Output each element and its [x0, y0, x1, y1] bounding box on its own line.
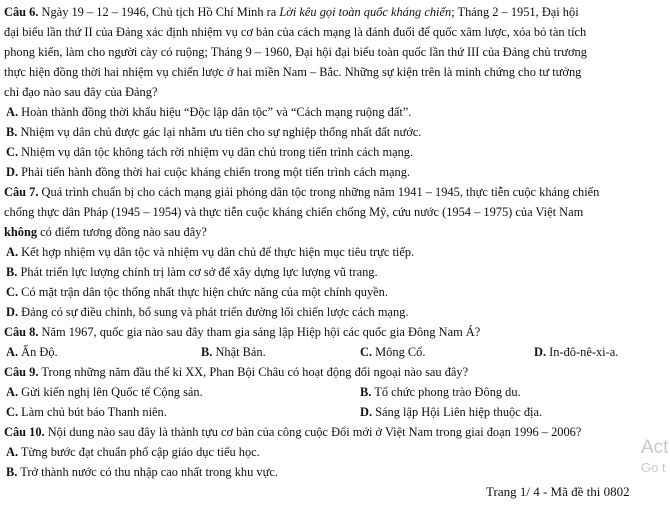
- option-text: Kết hợp nhiệm vụ dân tộc và nhiệm vụ dân chủ để thực hiện mục tiêu trực tiếp.: [21, 245, 415, 259]
- q9-option-d[interactable]: [360, 402, 542, 422]
- q9-option-a[interactable]: [6, 382, 203, 402]
- option-text: Đảng có sự điều chỉnh, bổ sung và phát triển đường lối chiến lược cách mạng.: [21, 305, 409, 319]
- q9-options-row-1: [4, 382, 664, 402]
- q6-option-c[interactable]: [4, 142, 664, 162]
- option-text: Tổ chức phong trào Đông du.: [374, 385, 521, 399]
- option-key: D.: [360, 405, 373, 419]
- option-key: A.: [6, 105, 19, 119]
- q8-text: Năm 1967, quốc gia nào sau đây tham gia sáng lập Hiệp hội các quốc gia Đông Nam Á?: [41, 325, 481, 339]
- option-key: B.: [6, 125, 18, 139]
- q9-line-1: [4, 362, 664, 382]
- q7-negation: không: [4, 225, 38, 239]
- q7-option-b[interactable]: [4, 262, 664, 282]
- option-text: Từng bước đạt chuẩn phổ cập giáo dục tiểu học.: [20, 445, 260, 459]
- option-text: Phát triển lực lượng chính trị làm cơ sở để xây dựng lực lượng vũ trang.: [20, 265, 378, 279]
- q9-text: Trong những năm đầu thế kỉ XX, Phan Bội Châu có hoạt động đối ngoại nào sau đây?: [41, 365, 469, 379]
- option-key: D.: [6, 305, 19, 319]
- option-text: Phải tiến hành đồng thời hai cuộc kháng chiến trong một tiến trình cách mạng.: [21, 165, 411, 179]
- option-key: A.: [6, 445, 19, 459]
- option-key: C.: [6, 405, 19, 419]
- q10-option-a[interactable]: [4, 442, 664, 462]
- q6-option-b[interactable]: [4, 122, 664, 142]
- q7-line-1: [4, 182, 664, 202]
- q10-text: Nội dung nào sau đây là thành tựu cơ bản của công cuộc Đổi mới ở Việt Nam trong giai đoạn 1996 – 2006?: [47, 425, 582, 439]
- exam-page: [4, 2, 664, 482]
- q9-option-b[interactable]: [360, 382, 521, 402]
- q6-text-part1: Ngày 19 – 12 – 1946, Chủ tịch Hồ Chí Minh ra: [41, 5, 277, 19]
- option-text: Gửi kiến nghị lên Quốc tế Cộng sản.: [21, 385, 203, 399]
- option-key: C.: [360, 345, 373, 359]
- q6-number: Câu 6.: [4, 5, 39, 19]
- q6-line-4: thực hiện đồng thời hai nhiệm vụ chiến lược ở hai miền Nam – Bắc. Những sự kiện trên là minh chứng cho tư tưởng: [4, 65, 582, 79]
- q9-option-c[interactable]: [6, 402, 167, 422]
- option-text: Nhiệm vụ dân tộc không tách rời nhiệm vụ dân chủ trong tiến trình cách mạng.: [21, 145, 414, 159]
- q8-option-a[interactable]: [6, 342, 58, 362]
- q9-options-row-2: [4, 402, 664, 422]
- q8-option-c[interactable]: [360, 342, 425, 362]
- watermark-line-2: Go t: [641, 460, 666, 475]
- q6-line-1: [4, 2, 664, 22]
- q7-text-end: có điểm tương đồng nào sau đây?: [37, 225, 207, 239]
- q6-option-a[interactable]: [4, 102, 664, 122]
- q8-option-d[interactable]: [534, 342, 618, 362]
- q7-option-d[interactable]: [4, 302, 664, 322]
- q6-line-2: đại biểu lần thứ II của Đảng xác định nhiệm vụ cơ bản của cách mạng là đánh đuổi để quốc xâm lược, xóa bỏ tàn tích: [4, 25, 587, 39]
- q7-number: Câu 7.: [4, 185, 39, 199]
- option-text: Nhật Bản.: [215, 345, 266, 359]
- q8-option-b[interactable]: [201, 342, 266, 362]
- q7-line-2: chống thực dân Pháp (1945 – 1954) và thực tiễn cuộc kháng chiến chống Mỹ, cứu nước (1954 – 1975) của Việt Nam: [4, 205, 584, 219]
- q10-number: Câu 10.: [4, 425, 45, 439]
- q7-option-a[interactable]: [4, 242, 664, 262]
- q6-line-5: chỉ đạo nào sau đây của Đảng?: [4, 85, 158, 99]
- option-key: D.: [6, 165, 19, 179]
- q7-text: Quá trình chuẩn bị cho cách mạng giải phóng dân tộc trong những năm 1941 – 1945, thực tiễn cuộc kháng chiến: [41, 185, 600, 199]
- option-text: Hoàn thành đồng thời khẩu hiệu “Độc lập dân tộc” và “Cách mạng ruộng đất”.: [21, 105, 412, 119]
- q10-option-b[interactable]: [4, 462, 664, 482]
- q9-number: Câu 9.: [4, 365, 39, 379]
- q6-option-d[interactable]: [4, 162, 664, 182]
- option-key: A.: [6, 245, 19, 259]
- option-key: B.: [201, 345, 213, 359]
- option-key: C.: [6, 285, 19, 299]
- q7-option-c[interactable]: [4, 282, 664, 302]
- option-key: B.: [6, 465, 18, 479]
- activation-watermark: [641, 437, 668, 477]
- q6-text-italic: Lời kêu gọi toàn quốc kháng chiến: [279, 5, 452, 19]
- option-text: In-đô-nê-xi-a.: [549, 345, 619, 359]
- option-key: A.: [6, 345, 19, 359]
- option-key: D.: [534, 345, 547, 359]
- q10-line-1: [4, 422, 664, 442]
- option-key: B.: [6, 265, 18, 279]
- watermark-line-1: Act: [641, 437, 669, 458]
- q6-text-part2: ; Tháng 2 – 1951, Đại hội: [451, 5, 579, 19]
- option-text: Nhiệm vụ dân chủ được gác lại nhằm ưu tiên cho sự nghiệp thống nhất đất nước.: [20, 125, 422, 139]
- option-text: Làm chủ bút báo Thanh niên.: [21, 405, 167, 419]
- option-text: Ấn Độ.: [21, 345, 58, 359]
- q8-options: [4, 342, 664, 362]
- option-text: Sáng lập Hội Liên hiệp thuộc địa.: [375, 405, 543, 419]
- option-key: C.: [6, 145, 19, 159]
- option-key: B.: [360, 385, 372, 399]
- q8-number: Câu 8.: [4, 325, 39, 339]
- q6-line-3: phong kiến, làm cho người cày có ruộng; Tháng 9 – 1960, Đại hội đại biểu toàn quốc lần thứ III của Đảng chủ trương: [4, 45, 587, 59]
- q7-line-3: [4, 222, 664, 242]
- option-key: A.: [6, 385, 19, 399]
- option-text: Mông Cổ.: [375, 345, 426, 359]
- q8-line-1: [4, 322, 664, 342]
- option-text: Có mặt trận dân tộc thống nhất thực hiện chức năng của một chính quyền.: [21, 285, 388, 299]
- page-footer: Trang 1/ 4 - Mã đề thi 0802: [486, 484, 630, 499]
- option-text: Trở thành nước có thu nhập cao nhất trong khu vực.: [20, 465, 278, 479]
